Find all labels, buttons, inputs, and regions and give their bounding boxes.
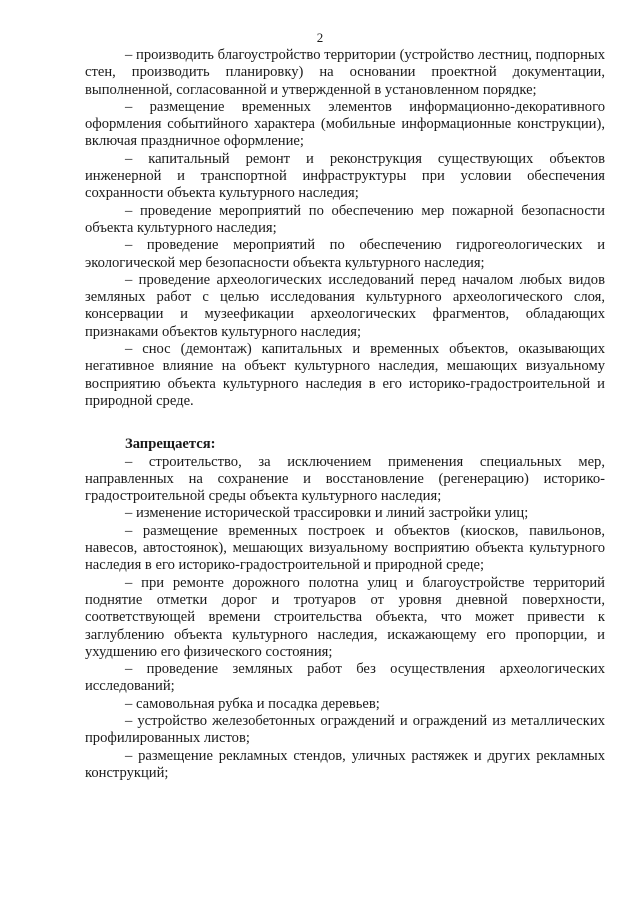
list-item: – капитальный ремонт и реконструкция существующих объектов инженерной и транспортной инфраструктуры при условии обеспечения сохранности объекта культурного наследия; [85,150,605,202]
allowed-list [85,47,605,410]
list-item: – изменение исторической трассировки и линий застройки улиц; [125,505,529,522]
list-item: – самовольная рубка и посадка деревьев; [125,695,380,712]
list-item: – строительство, за исключением применения специальных мер, направленных на сохранение и восстановление (регенерацию) историко-градостроительной среды объекта культурного наследия; [85,453,605,505]
page-number: 2 [316,30,324,45]
document-body [85,47,605,782]
list-item: – проведение мероприятий по обеспечению мер пожарной безопасности объекта культурного наследия; [85,202,605,236]
section-heading-prohibited: Запрещается: [125,436,216,453]
list-item: – проведение земляных работ без осуществления археологических исследований; [85,661,605,695]
list-item: – при ремонте дорожного полотна улиц и благоустройстве территорий поднятие отметки дорог и тротуаров от уровня дневной поверхности, соответствующей времени строительства объекта, что может привести к заглублению объекта культурного наследия, искажающему его пропорции, и ухудшению его физического состояния; [85,574,605,660]
list-item: – устройство железобетонных ограждений и ограждений из металлических профилированных листов; [85,712,605,747]
list-item: – проведение мероприятий по обеспечению гидрогеологических и экологической мер безопасности объекта культурного наследия; [85,237,605,271]
list-item: – снос (демонтаж) капитальных и временных объектов, оказывающих негативное влияние на объект культурного наследия, мешающих визуальному восприятию объекта культурного наследия в его историко-градостроительной и природной среде. [85,341,605,409]
prohibited-list [85,454,605,783]
list-item: – размещение временных построек и объектов (киосков, павильонов, навесов, автостоянок), мешающих визуальному восприятию объекта культурного наследия в его историко-градостроительной и природной среде; [85,522,605,574]
list-item: – размещение рекламных стендов, уличных растяжек и других рекламных конструкций; [85,747,605,781]
list-item: – размещение временных элементов информационно-декоративного оформления событийного характера (мобильные информационные конструкции), включая праздничное оформление; [85,98,605,150]
list-item: – проведение археологических исследований перед началом любых видов земляных работ с целью исследования культурного археологического слоя, консервации и музеефикации археологических фрагментов, обладающих признаками объектов культурного наследия; [85,271,605,340]
list-item: – производить благоустройство территории (устройство лестниц, подпорных стен, производить планировку) на основании проектной документации, выполненной, согласованной и утвержденной в установленном порядке; [85,47,605,98]
